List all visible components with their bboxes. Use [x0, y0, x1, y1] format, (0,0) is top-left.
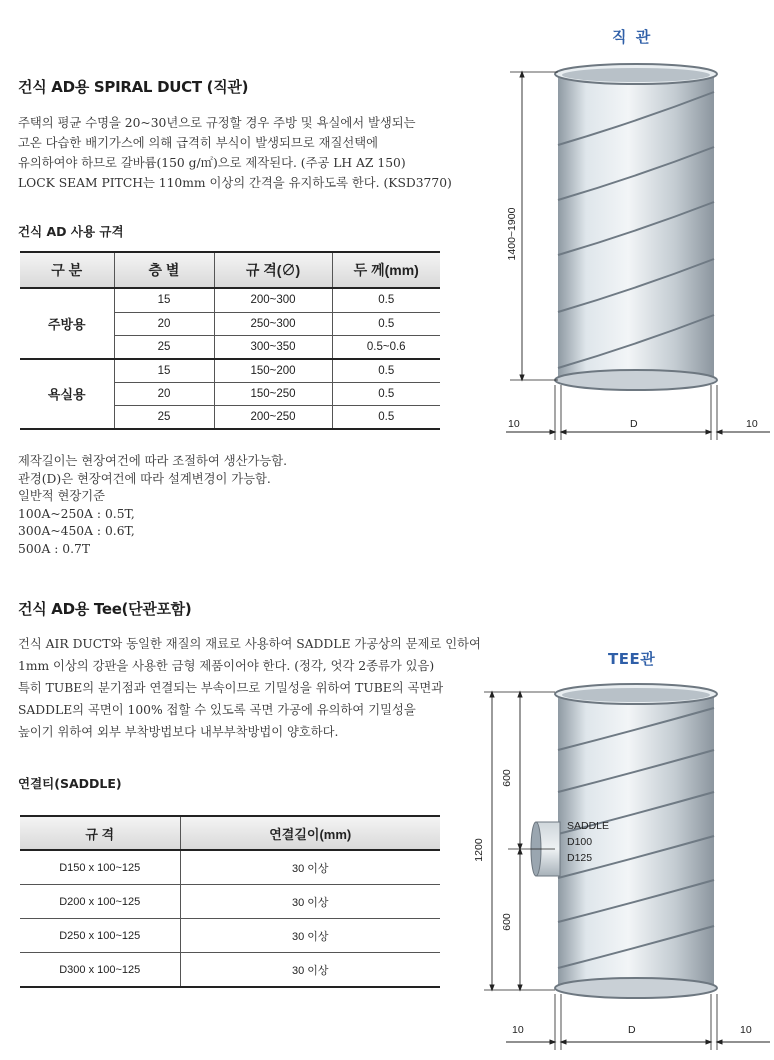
cell-saddle-size: D250 x 100~125 [20, 919, 180, 953]
cell-thickness: 0.5 [332, 382, 440, 405]
spec-table [20, 251, 440, 430]
spiral-desc-line: LOCK SEAM PITCH는 110mm 이상의 간격을 유지하도록 한다. (KSD3770) [18, 176, 452, 190]
group-label-kitchen: 주방용 [20, 288, 114, 359]
tee-right-gap-label: 10 [740, 1024, 752, 1036]
tee-left-gap-label: 10 [512, 1024, 524, 1036]
note-line: 300A~450A : 0.6T, [18, 524, 135, 538]
table-row [20, 850, 440, 885]
table-row [20, 288, 440, 312]
spec-header-size: 규 격(∅) [214, 252, 332, 288]
tee-pipe-title: TEE관 [608, 650, 656, 668]
saddle-callout-d2: D125 [567, 852, 593, 864]
cell-saddle-size: D300 x 100~125 [20, 953, 180, 988]
cell-floor: 15 [114, 359, 214, 383]
cell-thickness: 0.5 [332, 359, 440, 383]
cell-thickness: 0.5 [332, 288, 440, 312]
cell-size: 150~200 [214, 359, 332, 383]
note-line: 일반적 현장기준 [18, 489, 106, 503]
tee-pipe-diagram [470, 672, 774, 1060]
note-line: 100A~250A : 0.5T, [18, 506, 135, 521]
cell-thickness: 0.5 [332, 405, 440, 429]
table-row [20, 359, 440, 383]
height-label: 1400~1900 [506, 207, 518, 261]
spiral-description [18, 113, 452, 193]
cell-floor: 20 [114, 382, 214, 405]
cell-saddle-length: 30 이상 [180, 953, 440, 988]
tee-title: 건식 AD용 Tee(단관포함) [18, 600, 192, 618]
cell-floor: 15 [114, 288, 214, 312]
note-line: 500A : 0.7T [18, 541, 91, 556]
spec-header-thickness: 두 께(mm) [332, 252, 440, 288]
saddle-callout-title: SADDLE [567, 820, 610, 832]
cell-saddle-size: D150 x 100~125 [20, 850, 180, 885]
pipe-bottom-rim [555, 370, 717, 390]
pipe-top-opening [562, 68, 710, 82]
tee-desc-line: SADDLE의 곡면이 100% 접할 수 있도록 곡면 가공에 유의하여 기밀성을 [18, 703, 416, 717]
saddle-header-length: 연결길이(mm) [180, 816, 440, 850]
cell-floor: 25 [114, 405, 214, 429]
note-line: 관경(D)은 현장여건에 따라 설계변경이 가능함. [18, 471, 271, 486]
cell-size: 300~350 [214, 335, 332, 359]
right-gap-label: 10 [746, 418, 758, 430]
diameter-label: D [630, 418, 638, 430]
saddle-header-size: 규 격 [20, 816, 180, 850]
saddle-table-title: 연결티(SADDLE) [18, 776, 122, 791]
spiral-desc-line: 주택의 평균 수명을 20~30년으로 규정할 경우 주방 및 욕실에서 발생되는 [18, 116, 416, 130]
spec-header-floor: 층 별 [114, 252, 214, 288]
cell-size: 150~250 [214, 382, 332, 405]
cell-size: 250~300 [214, 312, 332, 335]
table-row [20, 953, 440, 988]
cell-thickness: 0.5~0.6 [332, 335, 440, 359]
table-row [20, 885, 440, 919]
tee-desc-line: 1mm 이상의 강판을 사용한 금형 제품이어야 한다. (정각, 엇각 2종류가 있음) [18, 659, 435, 673]
cell-floor: 20 [114, 312, 214, 335]
tee-description [18, 633, 481, 743]
tee-top-opening [562, 688, 710, 702]
left-gap-label: 10 [508, 418, 520, 430]
tee-lower-label: 600 [501, 913, 513, 931]
cell-floor: 25 [114, 335, 214, 359]
cell-size: 200~300 [214, 288, 332, 312]
spec-header-category: 구 분 [20, 252, 114, 288]
table-row [20, 919, 440, 953]
spiral-desc-line: 유의하여야 하므로 갈바륨(150 g/㎡)으로 제작된다. (주공 LH AZ 150) [18, 156, 406, 170]
saddle-table [20, 815, 440, 988]
straight-pipe-diagram [480, 50, 774, 450]
straight-pipe-title: 직 관 [612, 28, 653, 46]
cell-saddle-length: 30 이상 [180, 885, 440, 919]
tee-bottom-rim [555, 978, 717, 998]
cell-size: 200~250 [214, 405, 332, 429]
tee-upper-label: 600 [501, 769, 513, 787]
tee-total-label: 1200 [473, 838, 485, 862]
tee-diameter-label: D [628, 1024, 636, 1036]
cell-thickness: 0.5 [332, 312, 440, 335]
tee-desc-line: 특히 TUBE의 분기점과 연결되는 부속이므로 기밀성을 위하여 TUBE의 곡면과 [18, 681, 444, 695]
cell-saddle-size: D200 x 100~125 [20, 885, 180, 919]
spiral-duct-title: 건식 AD용 SPIRAL DUCT (직관) [18, 78, 249, 96]
group-label-bathroom: 욕실용 [20, 359, 114, 429]
spiral-notes [18, 453, 287, 558]
tee-desc-line: 건식 AIR DUCT와 동일한 재질의 재료로 사용하여 SADDLE 가공상의 문제로 인하여 [18, 637, 481, 651]
note-line: 제작길이는 현장여건에 따라 조절하여 생산가능함. [18, 454, 287, 468]
cell-saddle-length: 30 이상 [180, 919, 440, 953]
cell-saddle-length: 30 이상 [180, 850, 440, 885]
tee-desc-line: 높이기 위하여 외부 부착방법보다 내부부착방법이 양호하다. [18, 725, 339, 739]
spec-table-title: 건식 AD 사용 규격 [18, 224, 124, 239]
spiral-desc-line: 고온 다습한 배기가스에 의해 급격히 부식이 발생되므로 재질선택에 [18, 136, 378, 150]
saddle-callout [567, 818, 609, 866]
saddle-callout-d1: D100 [567, 836, 593, 848]
